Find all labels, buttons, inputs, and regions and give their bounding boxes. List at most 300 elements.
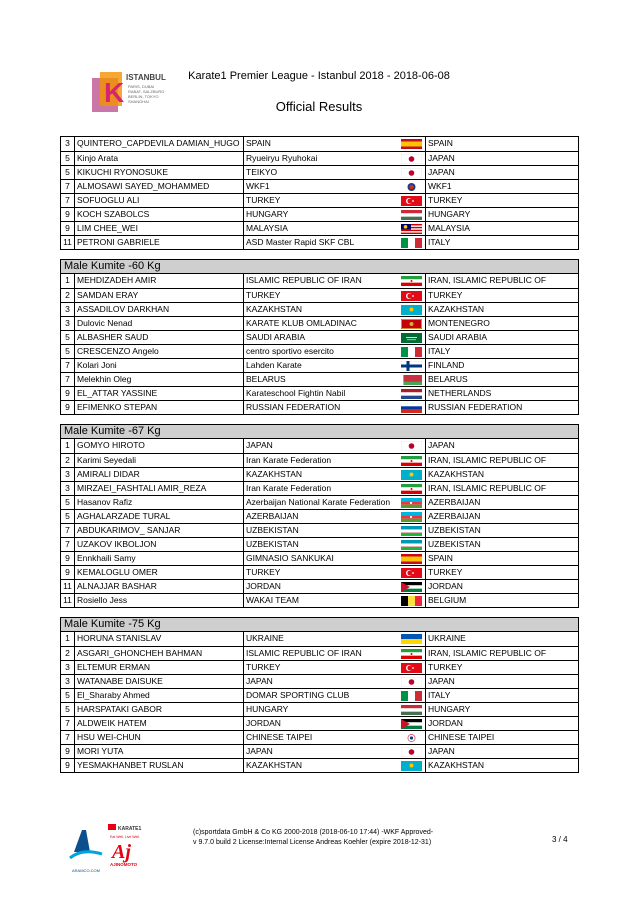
country-cell: ITALY — [428, 237, 451, 247]
country-cell: CHINESE TAIPEI — [428, 732, 495, 742]
flag-cell — [397, 236, 426, 249]
athlete-name-cell: El_Sharaby Ahmed — [75, 689, 244, 702]
country-cell: TURKEY — [428, 290, 463, 300]
country-cell: JAPAN — [428, 153, 455, 163]
table-row — [61, 235, 578, 249]
athlete-name-cell: HORUNA STANISLAV — [75, 632, 244, 646]
rank-cell: 1 — [61, 439, 75, 453]
rank-cell: 1 — [61, 274, 75, 288]
kazakhstan-flag-icon — [401, 761, 422, 771]
flag-cell — [397, 303, 426, 316]
club-cell: TURKEY — [246, 195, 281, 205]
athlete-name-cell: KOCH SZABOLCS — [75, 208, 244, 221]
rank-cell: 9 — [61, 566, 75, 579]
country-cell: ITALY — [428, 690, 451, 700]
rank-cell: 3 — [61, 661, 75, 674]
athlete-name-cell: AMIRALI DIDAR — [75, 468, 244, 481]
spain-flag-icon — [401, 139, 422, 149]
club-cell: TURKEY — [246, 662, 281, 672]
kazakhstan-flag-icon — [401, 470, 422, 480]
table-row — [61, 372, 578, 386]
turkey-flag-icon — [401, 663, 422, 673]
kazakhstan-flag-icon — [401, 305, 422, 315]
rank-cell: 7 — [61, 180, 75, 193]
club-cell: KARATE KLUB OMLADINAC — [246, 318, 357, 328]
category-header: Male Kumite -67 Kg — [61, 425, 578, 439]
country-cell: MONTENEGRO — [428, 318, 490, 328]
table-row — [61, 758, 578, 772]
flag-cell — [397, 759, 426, 772]
country-cell: UZBEKISTAN — [428, 525, 481, 535]
flag-cell — [397, 661, 426, 674]
club-cell: TEIKYO — [246, 167, 278, 177]
athlete-name-cell: ELTEMUR ERMAN — [75, 661, 244, 674]
flag-cell — [397, 359, 426, 372]
athlete-name-cell: ASGARI_GHONCHEH BAHMAN — [75, 647, 244, 660]
club-cell: CHINESE TAIPEI — [246, 732, 313, 742]
table-row — [61, 358, 578, 372]
club-cell: JORDAN — [246, 718, 281, 728]
athlete-name-cell: YESMAKHANBET RUSLAN — [75, 759, 244, 772]
club-cell: RUSSIAN FEDERATION — [246, 402, 341, 412]
athlete-name-cell: MIRZAEI_FASHTALI AMIR_REZA — [75, 482, 244, 495]
club-cell: UKRAINE — [246, 633, 284, 643]
rank-cell: 5 — [61, 166, 75, 179]
club-cell: centro sportivo esercito — [246, 346, 334, 356]
athlete-name-cell: Kolari Joni — [75, 359, 244, 372]
flag-cell — [397, 468, 426, 481]
country-cell: WKF1 — [428, 181, 452, 191]
event-title: Karate1 Premier League - Istanbul 2018 - 2018-06-08 — [188, 70, 450, 82]
country-cell: IRAN, ISLAMIC REPUBLIC OF — [428, 455, 547, 465]
uzbekistan-flag-icon — [401, 540, 422, 550]
ukraine-flag-icon — [401, 634, 422, 644]
athlete-name-cell: Hasanov Rafiz — [75, 496, 244, 509]
club-cell: DOMAR SPORTING CLUB — [246, 690, 350, 700]
athlete-name-cell: KIKUCHI RYONOSUKE — [75, 166, 244, 179]
country-cell: BELGIUM — [428, 595, 467, 605]
table-row — [61, 274, 578, 288]
belarus-flag-icon — [401, 375, 422, 385]
rank-cell: 7 — [61, 194, 75, 207]
club-cell: WKF1 — [246, 181, 270, 191]
flag-cell — [397, 152, 426, 165]
athlete-name-cell: Ennkhaili Samy — [75, 552, 244, 565]
club-cell: Lahden Karate — [246, 360, 302, 370]
wkf-flag-icon — [401, 182, 422, 192]
footer-copyright — [193, 828, 473, 848]
rank-cell: 7 — [61, 717, 75, 730]
country-cell: SPAIN — [428, 553, 453, 563]
athlete-name-cell: Dulovic Nenad — [75, 317, 244, 330]
rank-cell: 3 — [61, 137, 75, 151]
table-row — [61, 730, 578, 744]
country-cell: TURKEY — [428, 567, 463, 577]
country-cell: SAUDI ARABIA — [428, 332, 488, 342]
rank-cell: 3 — [61, 675, 75, 688]
table-row — [61, 179, 578, 193]
flag-cell — [397, 180, 426, 193]
country-cell: JAPAN — [428, 440, 455, 450]
country-cell: AZERBAIJAN — [428, 511, 481, 521]
flag-cell — [397, 208, 426, 221]
turkey-flag-icon — [401, 291, 422, 301]
club-cell: HUNGARY — [246, 704, 289, 714]
flag-cell — [397, 373, 426, 386]
table-row — [61, 193, 578, 207]
club-cell: ISLAMIC REPUBLIC OF IRAN — [246, 648, 362, 658]
table-row — [61, 674, 578, 688]
category-block — [60, 617, 579, 773]
saudi-arabia-flag-icon — [401, 333, 422, 343]
turkey-flag-icon — [401, 196, 422, 206]
svg-text:KARATE1: KARATE1 — [118, 826, 142, 832]
flag-cell — [397, 289, 426, 302]
table-row — [61, 688, 578, 702]
flag-cell — [397, 222, 426, 235]
rank-cell: 7 — [61, 538, 75, 551]
club-cell: KAZAKHSTAN — [246, 304, 303, 314]
club-cell: KAZAKHSTAN — [246, 469, 303, 479]
category-rows — [61, 439, 578, 607]
athlete-name-cell: Karimi Seyedali — [75, 454, 244, 467]
table-row — [61, 151, 578, 165]
club-cell: JAPAN — [246, 676, 273, 686]
page-number: 3 / 4 — [552, 835, 568, 844]
flag-cell — [397, 524, 426, 537]
club-cell: KAZAKHSTAN — [246, 760, 303, 770]
country-cell: JAPAN — [428, 746, 455, 756]
ajinomoto-logo — [110, 835, 140, 867]
country-cell: AZERBAIJAN — [428, 497, 481, 507]
rank-cell: 9 — [61, 745, 75, 758]
rank-cell: 2 — [61, 454, 75, 467]
category-rows — [61, 274, 578, 414]
country-cell: IRAN, ISLAMIC REPUBLIC OF — [428, 483, 547, 493]
flag-cell — [397, 439, 426, 453]
rank-cell: 9 — [61, 222, 75, 235]
svg-text:K: K — [104, 77, 125, 108]
rank-cell: 7 — [61, 524, 75, 537]
flag-cell — [397, 194, 426, 207]
footer-line-2: v 9.7.0 build 2 License:Internal License Andreas Koehler (expire 2018-12-31) — [193, 839, 432, 846]
flag-cell — [397, 580, 426, 593]
athlete-name-cell: KEMALOGLU OMER — [75, 566, 244, 579]
flag-cell — [397, 594, 426, 607]
rank-cell: 5 — [61, 689, 75, 702]
athlete-name-cell: UZAKOV IKBOLJON — [75, 538, 244, 551]
azerbaijan-flag-icon — [401, 498, 422, 508]
rank-cell: 3 — [61, 303, 75, 316]
country-cell: BELARUS — [428, 374, 468, 384]
club-cell: Iran Karate Federation — [246, 455, 332, 465]
flag-cell — [397, 387, 426, 400]
logo-line-1: ISTANBUL — [126, 73, 166, 82]
turkey-flag-icon — [401, 568, 422, 578]
rank-cell: 2 — [61, 289, 75, 302]
country-cell: UKRAINE — [428, 633, 466, 643]
malaysia-flag-icon — [401, 224, 422, 234]
club-cell: Ryueiryu Ryuhokai — [246, 153, 318, 163]
jordan-flag-icon — [401, 582, 422, 592]
athlete-name-cell: Melekhin Oleg — [75, 373, 244, 386]
athlete-name-cell: PETRONI GABRIELE — [75, 236, 244, 249]
athlete-name-cell: AGHALARZADE TURAL — [75, 510, 244, 523]
rank-cell: 5 — [61, 703, 75, 716]
club-cell: AZERBAIJAN — [246, 511, 299, 521]
club-cell: JAPAN — [246, 440, 273, 450]
flag-cell — [397, 510, 426, 523]
logo-line-5: SHANGHAI — [128, 99, 149, 104]
flag-cell — [397, 274, 426, 288]
table-row — [61, 509, 578, 523]
flag-cell — [397, 331, 426, 344]
japan-flag-icon — [401, 154, 422, 164]
flag-cell — [397, 717, 426, 730]
country-cell: FINLAND — [428, 360, 465, 370]
table-row — [61, 330, 578, 344]
country-cell: MALAYSIA — [428, 223, 470, 233]
country-cell: JORDAN — [428, 718, 463, 728]
country-cell: HUNGARY — [428, 209, 471, 219]
svg-text:ARAMCO.COM: ARAMCO.COM — [72, 868, 100, 873]
country-cell: RUSSIAN FEDERATION — [428, 402, 523, 412]
rank-cell: 5 — [61, 345, 75, 358]
club-cell: UZBEKISTAN — [246, 525, 299, 535]
club-cell: BELARUS — [246, 374, 286, 384]
club-cell: GIMNASIO SANKUKAI — [246, 553, 334, 563]
country-cell: TURKEY — [428, 195, 463, 205]
category-block — [60, 259, 579, 415]
athlete-name-cell: EFIMENKO STEPAN — [75, 401, 244, 414]
uzbekistan-flag-icon — [401, 526, 422, 536]
table-row — [61, 537, 578, 551]
italy-flag-icon — [401, 691, 422, 701]
rank-cell: 7 — [61, 359, 75, 372]
svg-text:Aj: Aj — [112, 841, 131, 863]
chinese-taipei-flag-icon — [401, 733, 422, 743]
athlete-name-cell: ALBASHER SAUD — [75, 331, 244, 344]
athlete-name-cell: CRESCENZO Angelo — [75, 345, 244, 358]
flag-cell — [397, 745, 426, 758]
rank-cell: 9 — [61, 552, 75, 565]
flag-cell — [397, 632, 426, 646]
club-cell: ASD Master Rapid SKF CBL — [246, 237, 355, 247]
results-title: Official Results — [275, 99, 363, 114]
country-cell: KAZAKHSTAN — [428, 304, 485, 314]
rank-cell: 11 — [61, 580, 75, 593]
logo-line-4: BERLIN, TOKYO — [128, 94, 159, 99]
athlete-name-cell: SAMDAN ERAY — [75, 289, 244, 302]
rank-cell: 2 — [61, 647, 75, 660]
table-row — [61, 221, 578, 235]
athlete-name-cell: SOFUOGLU ALI — [75, 194, 244, 207]
footer-line-1: (c)sportdata GmbH & Co KG 2000-2018 (2018-06-10 17:44) -WKF Approved- — [193, 829, 434, 836]
category-block — [60, 136, 579, 250]
athlete-name-cell: GOMYO HIROTO — [75, 439, 244, 453]
table-row — [61, 660, 578, 674]
athlete-name-cell: HARSPATAKI GABOR — [75, 703, 244, 716]
country-cell: JAPAN — [428, 167, 455, 177]
country-cell: KAZAKHSTAN — [428, 469, 485, 479]
category-header: Male Kumite -60 Kg — [61, 260, 578, 274]
svg-text:AJINOMOTO: AJINOMOTO — [110, 862, 138, 867]
table-row — [61, 593, 578, 607]
club-cell: Karateschool Fightin Nabil — [246, 388, 346, 398]
russia-flag-icon — [401, 403, 422, 413]
italy-flag-icon — [401, 238, 422, 248]
flag-cell — [397, 689, 426, 702]
table-row — [61, 481, 578, 495]
flag-cell — [397, 538, 426, 551]
athlete-name-cell: ABDUKARIMOV_ SANJAR — [75, 524, 244, 537]
flag-cell — [397, 566, 426, 579]
table-row — [61, 646, 578, 660]
table-row — [61, 579, 578, 593]
flag-cell — [397, 731, 426, 744]
flag-cell — [397, 401, 426, 414]
flag-cell — [397, 482, 426, 495]
hungary-flag-icon — [401, 210, 422, 220]
country-cell: SPAIN — [428, 138, 453, 148]
club-cell: ISLAMIC REPUBLIC OF IRAN — [246, 275, 362, 285]
table-row — [61, 467, 578, 481]
country-cell: IRAN, ISLAMIC REPUBLIC OF — [428, 275, 547, 285]
flag-cell — [397, 137, 426, 151]
rank-cell: 9 — [61, 759, 75, 772]
country-cell: JAPAN — [428, 676, 455, 686]
logo-line-2: PARIS, DUBAI — [128, 84, 155, 89]
athlete-name-cell: MORI YUTA — [75, 745, 244, 758]
club-cell: UZBEKISTAN — [246, 539, 299, 549]
aramco-logo — [70, 830, 102, 873]
category-header: Male Kumite -75 Kg — [61, 618, 578, 632]
club-cell: Iran Karate Federation — [246, 483, 332, 493]
table-row — [61, 344, 578, 358]
iran-flag-icon — [401, 649, 422, 659]
table-row — [61, 495, 578, 509]
country-cell: IRAN, ISLAMIC REPUBLIC OF — [428, 648, 547, 658]
rank-cell: 3 — [61, 468, 75, 481]
table-row — [61, 400, 578, 414]
japan-flag-icon — [401, 747, 422, 757]
athlete-name-cell: HSU WEI-CHUN — [75, 731, 244, 744]
table-row — [61, 137, 578, 151]
club-cell: MALAYSIA — [246, 223, 288, 233]
flag-cell — [397, 647, 426, 660]
montenegro-flag-icon — [401, 319, 422, 329]
flag-cell — [397, 703, 426, 716]
athlete-name-cell: WATANABE DAISUKE — [75, 675, 244, 688]
italy-flag-icon — [401, 347, 422, 357]
country-cell: NETHERLANDS — [428, 388, 492, 398]
japan-flag-icon — [401, 441, 422, 451]
club-cell: WAKAI TEAM — [246, 595, 299, 605]
iran-flag-icon — [401, 484, 422, 494]
athlete-name-cell: ALNAJJAR BASHAR — [75, 580, 244, 593]
table-row — [61, 165, 578, 179]
club-cell: Azerbaijan National Karate Federation — [246, 497, 391, 507]
japan-flag-icon — [401, 677, 422, 687]
country-cell: TURKEY — [428, 662, 463, 672]
rank-cell: 9 — [61, 208, 75, 221]
table-row — [61, 523, 578, 537]
results-table — [60, 136, 579, 773]
rank-cell: 3 — [61, 317, 75, 330]
country-cell: KAZAKHSTAN — [428, 760, 485, 770]
rank-cell: 1 — [61, 632, 75, 646]
flag-cell — [397, 345, 426, 358]
flag-cell — [397, 496, 426, 509]
hungary-flag-icon — [401, 705, 422, 715]
table-row — [61, 302, 578, 316]
flag-cell — [397, 317, 426, 330]
table-row — [61, 744, 578, 758]
athlete-name-cell: Kinjo Arata — [75, 152, 244, 165]
rank-cell: 5 — [61, 510, 75, 523]
athlete-name-cell: EL_ATTAR YASSINE — [75, 387, 244, 400]
rank-cell: 3 — [61, 482, 75, 495]
table-row — [61, 702, 578, 716]
club-cell: HUNGARY — [246, 209, 289, 219]
club-cell: JAPAN — [246, 746, 273, 756]
finland-flag-icon — [401, 361, 422, 371]
club-cell: JORDAN — [246, 581, 281, 591]
rank-cell: 7 — [61, 731, 75, 744]
table-row — [61, 386, 578, 400]
athlete-name-cell: Rosiello Jess — [75, 594, 244, 607]
rank-cell: 5 — [61, 331, 75, 344]
iran-flag-icon — [401, 456, 422, 466]
country-cell: HUNGARY — [428, 704, 471, 714]
table-row — [61, 316, 578, 330]
azerbaijan-flag-icon — [401, 512, 422, 522]
athlete-name-cell: ALMOSAWI SAYED_MOHAMMED — [75, 180, 244, 193]
japan-flag-icon — [401, 168, 422, 178]
athlete-name-cell: QUINTERO_CAPDEVILA DAMIAN_HUGO — [75, 137, 244, 151]
rank-cell: 9 — [61, 401, 75, 414]
table-row — [61, 551, 578, 565]
rank-cell: 5 — [61, 152, 75, 165]
athlete-name-cell: LIM CHEE_WEI — [75, 222, 244, 235]
flag-cell — [397, 166, 426, 179]
table-row — [61, 207, 578, 221]
table-row — [61, 288, 578, 302]
athlete-name-cell: MEHDIZADEH AMIR — [75, 274, 244, 288]
karate1-footer-logo — [108, 824, 141, 832]
flag-cell — [397, 454, 426, 467]
club-cell: TURKEY — [246, 290, 281, 300]
category-rows — [61, 632, 578, 772]
rank-cell: 5 — [61, 496, 75, 509]
club-cell: SAUDI ARABIA — [246, 332, 306, 342]
belgium-flag-icon — [401, 596, 422, 606]
flag-cell — [397, 675, 426, 688]
category-block — [60, 424, 579, 608]
rank-cell: 11 — [61, 594, 75, 607]
table-row — [61, 716, 578, 730]
table-row — [61, 439, 578, 453]
country-cell: UZBEKISTAN — [428, 539, 481, 549]
jordan-flag-icon — [401, 719, 422, 729]
athlete-name-cell: ALDWEIK HATEM — [75, 717, 244, 730]
sponsor-logos — [68, 822, 178, 878]
flag-cell — [397, 552, 426, 565]
netherlands-flag-icon — [401, 389, 422, 399]
table-row — [61, 632, 578, 646]
logo-line-3: RABAT, SALZBURG — [128, 89, 165, 94]
country-cell: ITALY — [428, 346, 451, 356]
